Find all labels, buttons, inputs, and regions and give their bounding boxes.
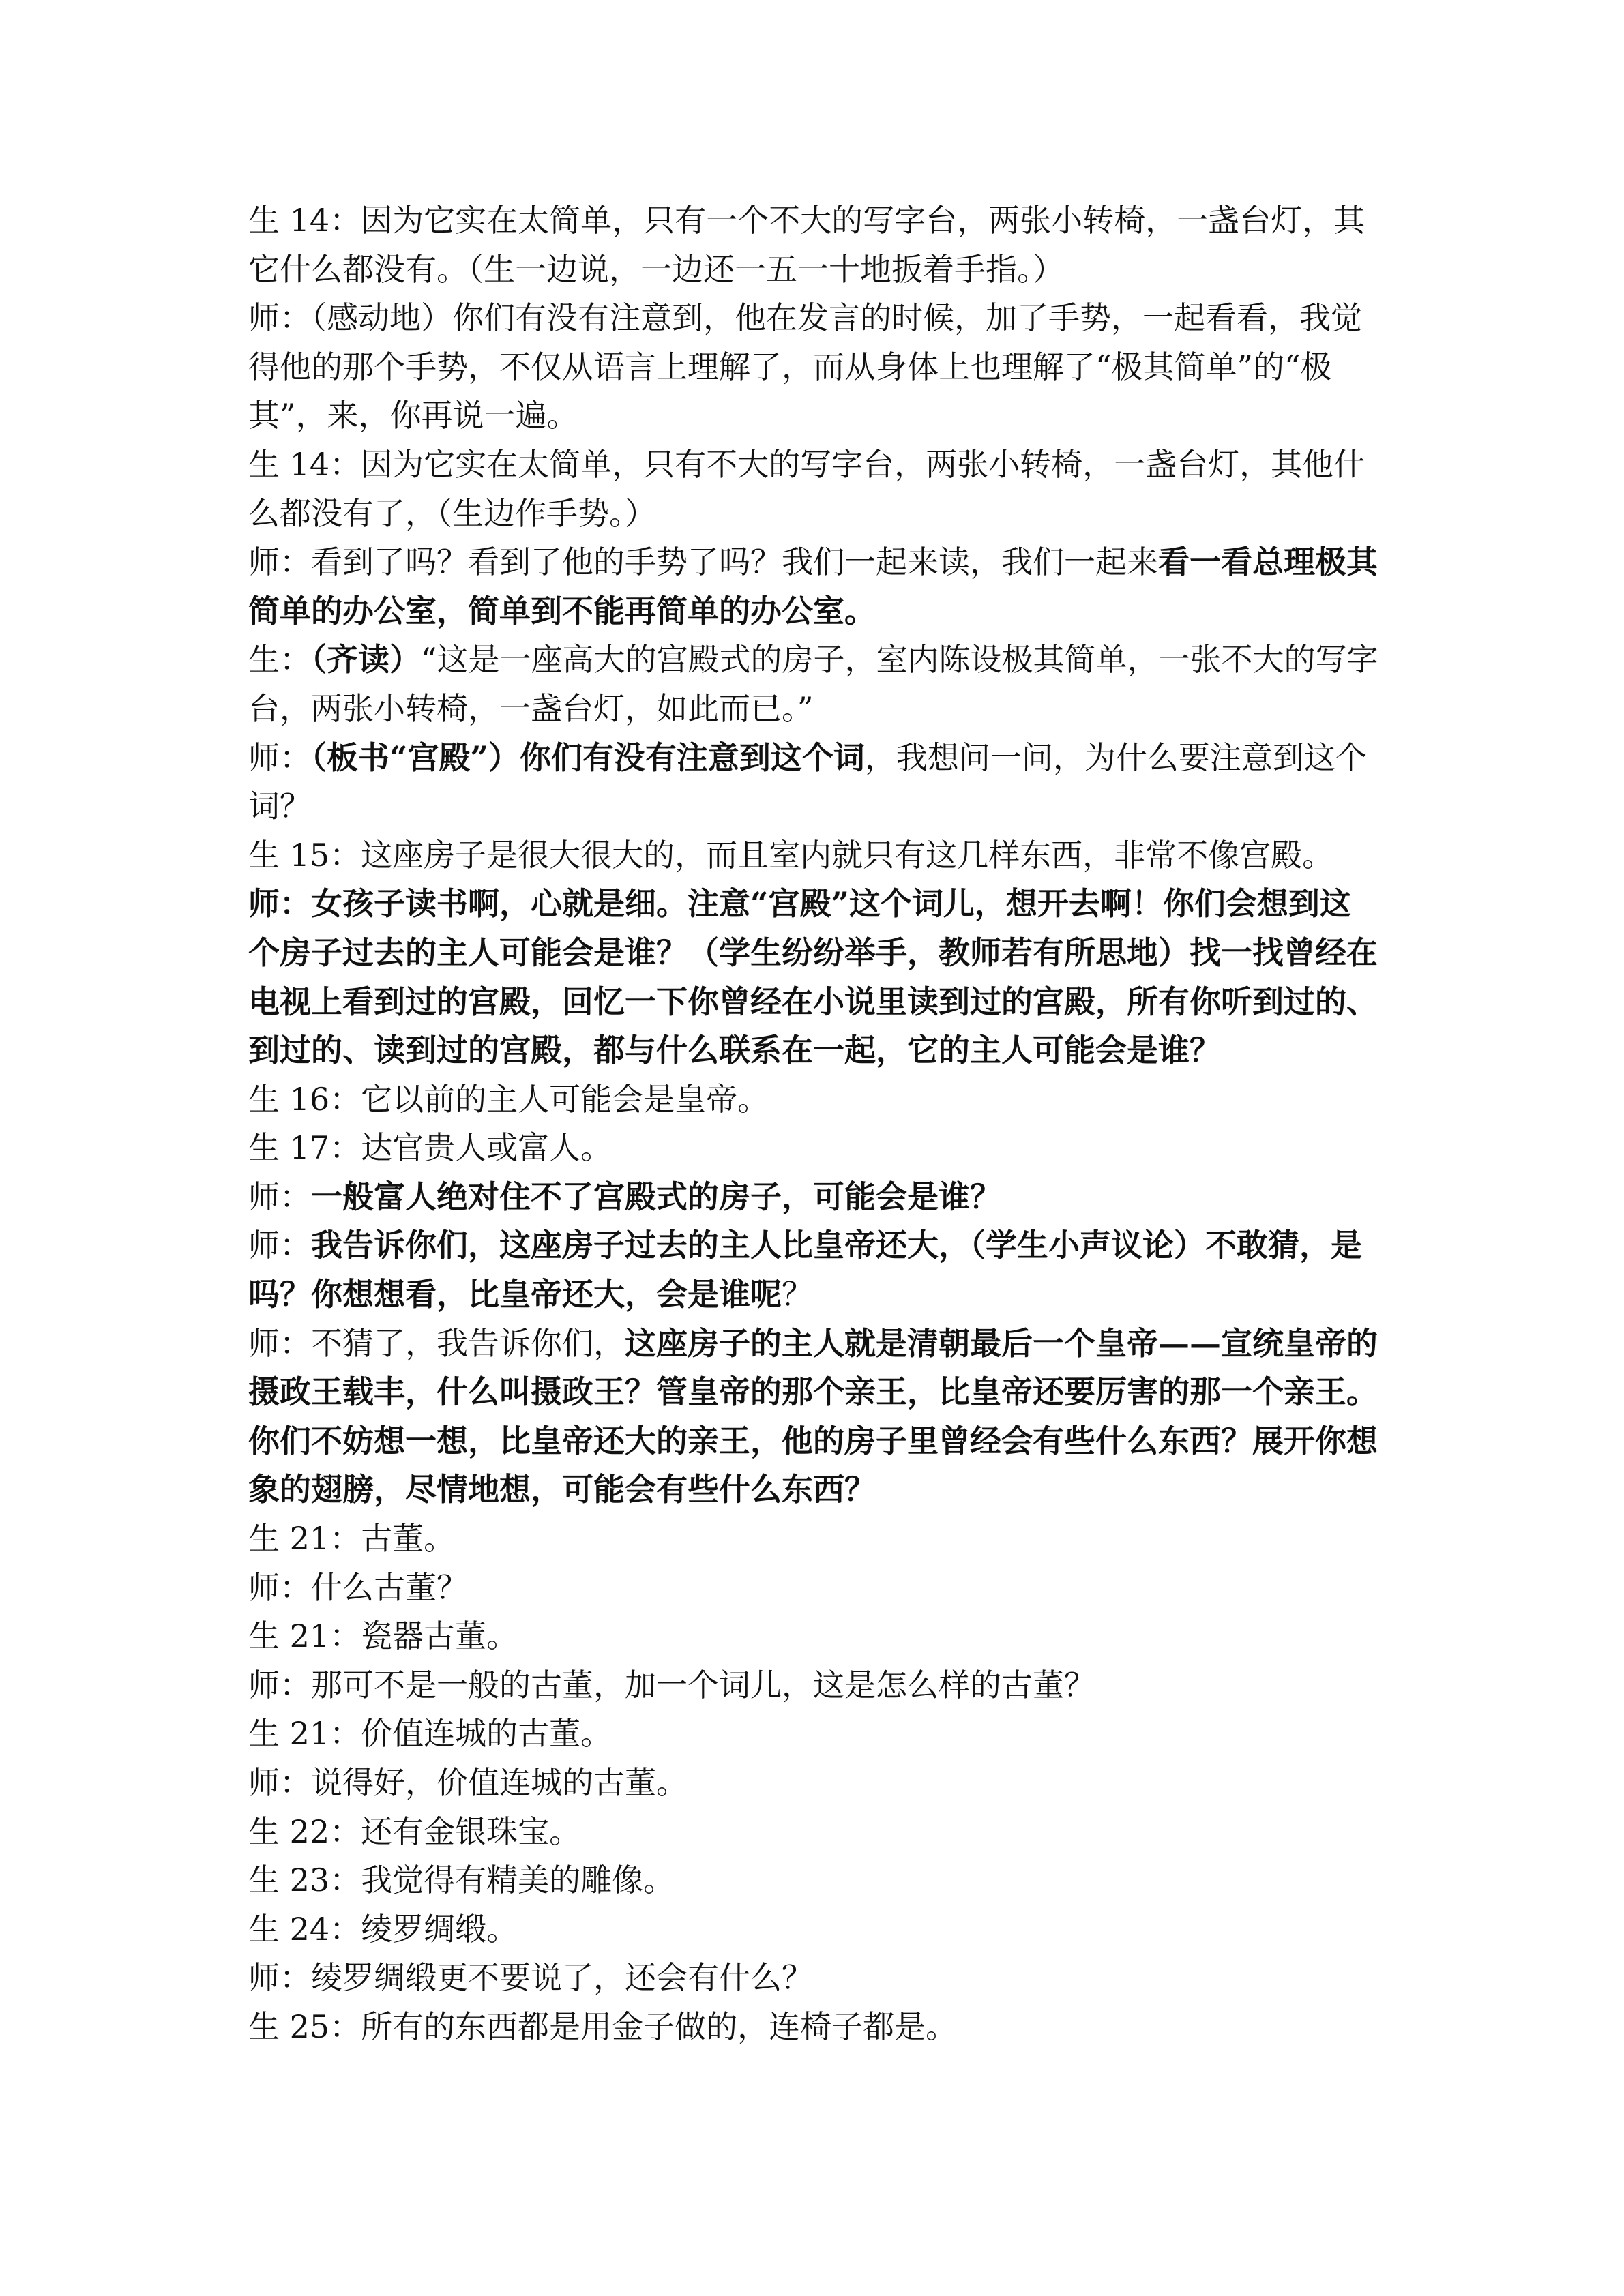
paragraph-text: 师：	[248, 1227, 311, 1264]
paragraph-text: 师：	[248, 739, 311, 776]
paragraph-text: 师：绫罗绸缎更不要说了，还会有什么？	[248, 1959, 813, 1997]
paragraph-text: 师：看到了吗？看到了他的手势了吗？我们一起来读，我们一起来	[248, 543, 1158, 581]
transcript-paragraph	[248, 734, 1381, 831]
transcript-paragraph	[248, 538, 1381, 636]
transcript-paragraph	[248, 1759, 1381, 1808]
transcript-paragraph	[248, 1124, 1381, 1173]
paragraph-text: 生 25：所有的东西都是用金子做的，连椅子都是。	[248, 2008, 958, 2045]
transcript-paragraph	[248, 1075, 1381, 1124]
paragraph-text: 生 14：因为它实在太简单，只有不大的写字台，两张小转椅，一盏台灯，其他什么都没有了，（生边作手势。）	[248, 445, 1365, 532]
paragraph-text: “这是一座高大的宫殿式的房子，室内陈设极其简单，一张不大的写字台，两张小转椅，一盏台灯，如此而已。”	[248, 641, 1378, 727]
emphasized-text: （齐读）	[311, 641, 421, 679]
transcript-paragraph	[248, 1612, 1381, 1661]
paragraph-text: 师：	[248, 1178, 311, 1215]
paragraph-text: 生 16：它以前的主人可能会是皇帝。	[248, 1080, 769, 1118]
paragraph-text: 师：不猜了，我告诉你们，	[248, 1324, 625, 1362]
transcript-paragraph	[248, 636, 1381, 733]
transcript-paragraph	[248, 1905, 1381, 1954]
emphasized-text: 一般富人绝对住不了宫殿式的房子，可能会是谁？	[311, 1178, 1001, 1215]
transcript-paragraph	[248, 441, 1381, 538]
transcript-paragraph	[248, 294, 1381, 441]
paragraph-text: ，我想问一问，为什么要注意到这个词？	[248, 739, 1367, 825]
transcript-paragraph	[248, 196, 1381, 294]
transcript-paragraph	[248, 1221, 1381, 1319]
transcript-paragraph	[248, 1564, 1381, 1613]
paragraph-text: 生 24：绫罗绸缎。	[248, 1910, 518, 1948]
transcript-paragraph	[248, 1808, 1381, 1857]
paragraph-text: 生 21：价值连城的古董。	[248, 1715, 612, 1753]
emphasized-text: 师：女孩子读书啊，心就是细。注意“宫殿”这个词儿，想开去啊！你们会想到这个房子过去的主人可能会是谁？（学生纷纷举手，教师若有所思地）找一找曾经在电视上看到过的宫殿，回忆一下你曾经在小说里读到过的宫殿，所有你听到过的、到过的、读到过的宫殿，都与什么联系在一起，它的主人可能会是谁？	[248, 885, 1378, 1069]
transcript-paragraph	[248, 1856, 1381, 1905]
transcript-paragraph	[248, 1661, 1381, 1710]
emphasized-text: （板书“宫殿”）你们有没有注意到这个词	[311, 739, 865, 776]
paragraph-text: 师：那可不是一般的古董，加一个词儿，这是怎么样的古董？	[248, 1666, 1095, 1703]
paragraph-text: 师：说得好，价值连城的古董。	[248, 1764, 688, 1801]
paragraph-text: 生：	[248, 641, 311, 679]
transcript-paragraph	[248, 1515, 1381, 1564]
transcript-paragraph	[248, 831, 1381, 880]
paragraph-text: 生 14：因为它实在太简单，只有一个不大的写字台，两张小转椅，一盏台灯，其它什么都没有。（生一边说，一边还一五一十地扳着手指。）	[248, 202, 1365, 288]
transcript-paragraph	[248, 2003, 1381, 2052]
emphasized-text: 这座房子的主人就是清朝最后一个皇帝——宣统皇帝的摄政王载丰，什么叫摄政王？管皇帝的那个亲王，比皇帝还要厉害的那一个亲王。你们不妨想一想，比皇帝还大的亲王，他的房子里曾经会有些什么东西？展开你想象的翅膀，尽情地想，可能会有些什么东西？	[248, 1324, 1378, 1508]
emphasized-text: 看一看总理极其简单的办公室，简单到不能再简单的办公室。	[248, 543, 1378, 629]
emphasized-text: 我告诉你们，这座房子过去的主人比皇帝还大，（学生小声议论）不敢猜，是吗？你想想看，比皇帝还大，会是谁呢	[248, 1227, 1362, 1313]
transcript-paragraph	[248, 1954, 1381, 2003]
transcript-paragraph	[248, 1320, 1381, 1515]
transcript-body	[248, 196, 1381, 2052]
paragraph-text: ？	[782, 1276, 813, 1313]
paragraph-text: 生 15：这座房子是很大很大的，而且室内就只有这几样东西，非常不像宫殿。	[248, 836, 1334, 874]
transcript-paragraph	[248, 880, 1381, 1075]
paragraph-text: 生 21：古董。	[248, 1520, 456, 1557]
paragraph-text: 师：（感动地）你们有没有注意到，他在发言的时候，加了手势，一起看看，我觉得他的那个手势，不仅从语言上理解了，而从身体上也理解了“极其简单”的“极其”，来，你再说一遍。	[248, 299, 1362, 434]
paragraph-text: 生 21：瓷器古董。	[248, 1617, 518, 1655]
paragraph-text: 生 17：达官贵人或富人。	[248, 1129, 612, 1167]
transcript-paragraph	[248, 1710, 1381, 1759]
paragraph-text: 生 22：还有金银珠宝。	[248, 1813, 581, 1850]
paragraph-text: 师：什么古董？	[248, 1568, 468, 1606]
paragraph-text: 生 23：我觉得有精美的雕像。	[248, 1862, 675, 1899]
transcript-paragraph	[248, 1173, 1381, 1222]
